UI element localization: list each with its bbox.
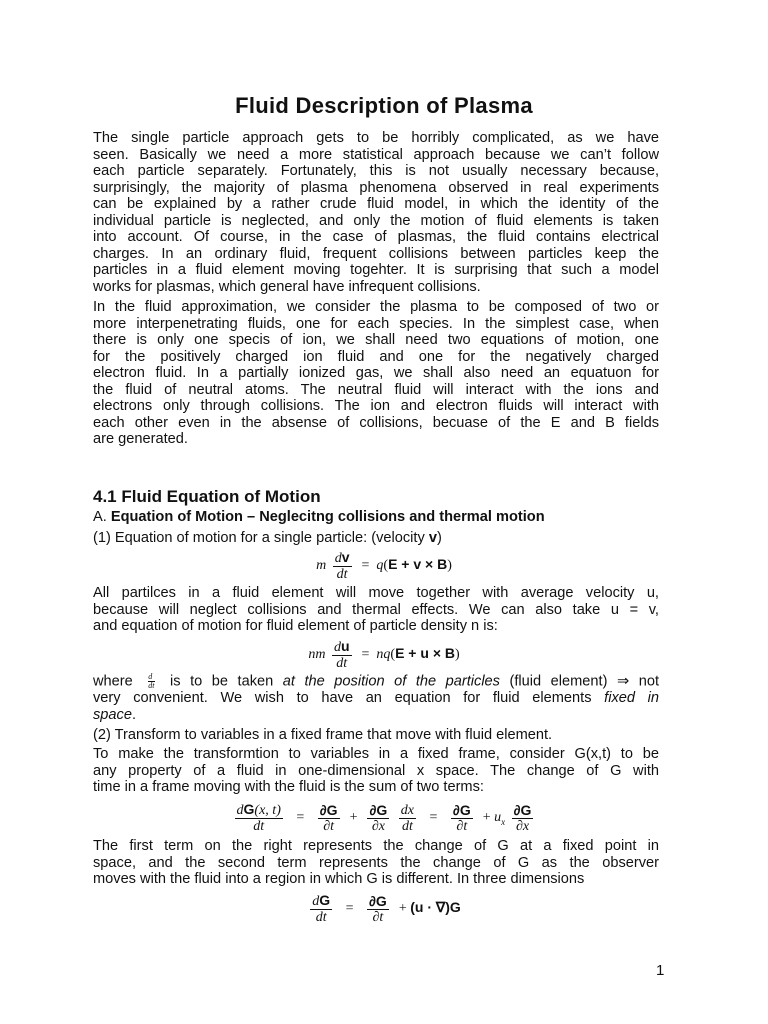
- eq3-t6-den: ∂x: [515, 818, 530, 834]
- eq3-t3-den: ∂x: [371, 818, 385, 834]
- eq2-rhs: E + u × B: [395, 645, 455, 662]
- text-line: are generated.: [93, 431, 188, 447]
- text-line: works for plasmas, which general have infrequent collisions.: [93, 278, 481, 295]
- text-line: each particle separately. Fortunately, this is not usually necessary because,: [93, 163, 659, 179]
- text-line: electrons only through collisions. The ion and electron fluids will interact with: [93, 398, 659, 414]
- text-line: moves with the fluid into a region in which G is different. In three dimensions: [93, 871, 585, 887]
- fluid-element-paragraph: [93, 585, 659, 635]
- text-line: All partilces in a fluid element will move together with average velocity u,: [93, 585, 659, 601]
- eq1-num-d: d: [334, 551, 342, 566]
- where-line3-italic: space: [93, 706, 132, 723]
- fluid-approximation-paragraph: [93, 299, 659, 448]
- eq3-t6-num: ∂G: [513, 801, 532, 818]
- text-line: for the positively charged ion fluid and one for the negatively charged: [93, 348, 659, 365]
- eq3-ux-sub: x: [501, 817, 506, 828]
- item-1-text: (1) Equation of motion for a single particle: (velocity: [93, 530, 429, 546]
- text-line: because will neglect collisions and thermal effects. We can also take u = v,: [93, 601, 659, 618]
- small-d-dt-fraction: $\frac{d}{dt}$: [148, 673, 155, 690]
- where-italic: at the position of the particles: [282, 673, 500, 690]
- text-line: charges. In an ordinary fluid, frequent collisions between particles keep the: [93, 245, 659, 262]
- eq4-r1-num: ∂G: [369, 892, 387, 909]
- eq1-num-v: v: [341, 549, 350, 565]
- eq3-term2: [318, 803, 340, 834]
- eq2-num-d: d: [333, 640, 341, 655]
- text-line: seen. Basically we need a more statistical approach because we can’t follow: [93, 146, 659, 163]
- equation-convective-derivative: $\frac{dG}{dt}$ = $\frac{\partial G}{\partial t}$ + (u · ∇)G: [312, 892, 461, 925]
- eq1-den: dt: [336, 567, 348, 582]
- eq3-term3: [367, 803, 389, 834]
- where-line3-post: .: [131, 706, 137, 723]
- text-line: To make the transformtion to variables in a fixed frame, consider G(x,t) to be: [93, 746, 659, 762]
- where-line2-italic: fixed in: [604, 690, 659, 706]
- text-line: space, and the second term represents the change of G as the observer: [93, 854, 659, 871]
- eq3-term1: $\frac{dG(x, t)}{dt}$: [236, 801, 281, 834]
- item-1: [93, 530, 659, 547]
- text-line: In the fluid approximation, we consider the plasma to be composed of two or: [93, 299, 659, 315]
- where-line2: very convenient. We wish to have an equation for fluid elements: [93, 690, 592, 706]
- eq4-r1-den: ∂t: [372, 909, 384, 925]
- eq3-term6: [512, 803, 534, 834]
- eq2-nq: nq: [376, 647, 391, 663]
- where-mid: is to be taken: [170, 673, 274, 690]
- text-line: and equation of motion for fluid element of particle density n is:: [93, 618, 498, 634]
- page-title: Fluid Description of Plasma: [235, 93, 533, 118]
- text-line: each other even in the absense of collisions, becuase of the E and B fields: [93, 414, 659, 431]
- text-line: there is only one specis of ion, we shall need two equations of motion, one: [93, 332, 659, 348]
- eq1-coef: m: [316, 558, 327, 574]
- eq4-lhs: $\frac{dG}{dt}$: [312, 892, 331, 925]
- where-pre: where: [93, 673, 133, 690]
- subsection-prefix: A.: [93, 509, 111, 525]
- where-post: (fluid element) ⇒ not: [509, 673, 659, 690]
- eq3-t2-num: ∂G: [319, 801, 338, 818]
- text-line: time in a frame moving with the fluid is the sum of two terms:: [93, 779, 484, 795]
- item-2: (2) Transform to variables in a fixed frame that move with fluid element.: [93, 727, 553, 743]
- text-line: surprisingly, the majority of plasma phenomena observed in real experiments: [93, 179, 659, 196]
- eq3-t4-den: dt: [401, 818, 413, 834]
- text-line: into account. Of course, in the case of plasmas, the fluid contains electrical: [93, 229, 659, 245]
- eq4-r1: [367, 894, 389, 925]
- eq4-r2: (u · ∇)G: [410, 899, 461, 916]
- item-1-var: v: [428, 530, 437, 546]
- transformation-paragraph: [93, 746, 659, 796]
- eq3-term4: [399, 803, 416, 834]
- text-line: The single particle approach gets to be horribly complicated, as we have: [93, 130, 659, 146]
- eq3-term5: [451, 803, 473, 834]
- section-heading: 4.1 Fluid Equation of Motion: [93, 487, 321, 506]
- eq2-den: dt: [336, 656, 348, 671]
- text-line: the fluid of neutral atoms. The neutral fluid will interact with the ions and: [93, 381, 659, 398]
- eq2-coef: nm: [308, 647, 326, 663]
- text-line: individual particle is neglected, and only the motion of fluid elements is taken: [93, 212, 659, 229]
- item-1-close: ): [436, 530, 442, 546]
- text-line: The first term on the right represents the change of G at a fixed point in: [93, 838, 659, 854]
- equation-fluid-element: nm $\frac{du}{dt}$ = nq(E + u × B): [308, 638, 460, 671]
- eq3-t5-den: ∂t: [456, 818, 468, 834]
- eq1-fraction: [333, 550, 352, 582]
- subsection-heading: [93, 509, 545, 525]
- eq3-t4-num: dx: [400, 802, 415, 818]
- subsection-title: Equation of Motion – Neglecitng collisions and thermal motion: [110, 509, 545, 525]
- text-line: particles in a fluid element moving togehter. It is surprising that such a model: [93, 262, 659, 278]
- eq3-t1-den: dt: [253, 819, 265, 834]
- equation-single-particle: m $\frac{dv}{dt}$ = q(E + v × B): [316, 549, 452, 582]
- eq2-fraction: [332, 639, 352, 671]
- eq3-t2-den: ∂t: [323, 818, 335, 834]
- text-line: electron fluid. In a partially ionized gas, we shall also need an equatuon for: [93, 365, 659, 381]
- text-line: any property of a fluid in one-dimensional x space. The change of G with: [93, 762, 659, 779]
- eq1-q: q: [376, 558, 384, 574]
- eq2-num-u: u: [340, 638, 350, 654]
- text-line: can be explained by a rather crude fluid model, in which the identity of the: [93, 196, 659, 212]
- three-dimensions-paragraph: [93, 838, 659, 888]
- eq3-t3-num: ∂G: [369, 801, 388, 818]
- text-line: more interpenetrating fluids, one for each species. In the simplest case, when: [93, 315, 659, 332]
- eq4-lhs-den: dt: [315, 910, 327, 925]
- equation-total-derivative-1d: $\frac{dG(x, t)}{dt}$ = $\frac{\partial G}{\partial t}$ + $\frac{\partial G}{\partial x}$ $\frac{dx}{dt}$ = $\frac{\partial G}{\partial t}$ + $u_x$ $\frac{\partial G}{\partial x}$: [236, 801, 532, 834]
- where-paragraph: [93, 673, 659, 723]
- eq1-rhs: E + v × B: [388, 556, 448, 573]
- eq3-ux: u: [494, 810, 502, 826]
- page-number: 1: [656, 962, 665, 979]
- intro-paragraph: [93, 130, 659, 295]
- eq3-t5-num: ∂G: [452, 801, 471, 818]
